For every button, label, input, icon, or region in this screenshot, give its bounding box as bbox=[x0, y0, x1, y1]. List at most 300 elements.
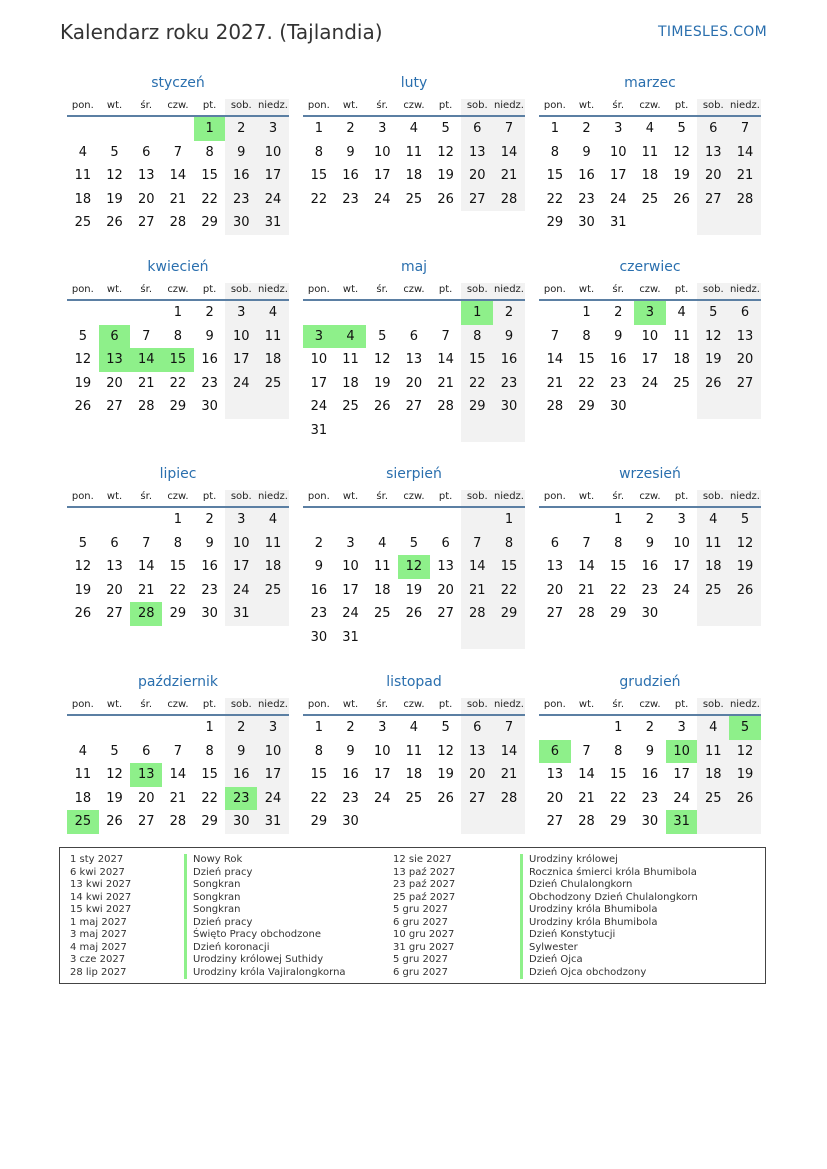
empty-day-cell bbox=[461, 419, 493, 443]
weekday-label: wt. bbox=[578, 699, 595, 710]
holiday-day-cell: 25 bbox=[67, 810, 99, 834]
weekday-header bbox=[539, 99, 761, 117]
day-cell: 25 bbox=[74, 215, 92, 230]
day-cell: 20 bbox=[437, 582, 454, 598]
holiday-day-cell: 13 bbox=[99, 348, 131, 372]
week-row bbox=[539, 555, 761, 579]
day-cell: 12 bbox=[437, 743, 454, 759]
day-cell: 29 bbox=[201, 814, 218, 829]
empty-day-cell bbox=[257, 602, 289, 626]
weekday-header bbox=[303, 99, 525, 117]
day-cell: 24 bbox=[373, 191, 391, 207]
weekday-label: pon. bbox=[307, 284, 330, 295]
brand-logo-text[interactable]: TIMESLES.COM bbox=[658, 24, 767, 40]
day-cell: 29 bbox=[578, 399, 595, 414]
week-row bbox=[539, 716, 761, 740]
day-cell: 4 bbox=[257, 508, 289, 532]
day-cell: 30 bbox=[201, 606, 218, 621]
month-block bbox=[539, 672, 761, 834]
month-block bbox=[539, 257, 761, 419]
legend-date: 13 kwi 2027 bbox=[70, 879, 132, 890]
day-cell: 8 bbox=[550, 144, 559, 160]
weekday-label: niedz. bbox=[257, 698, 289, 714]
day-cell: 24 bbox=[225, 579, 257, 603]
day-cell: 30 bbox=[493, 395, 525, 419]
weekday-header bbox=[539, 490, 761, 508]
day-cell: 19 bbox=[729, 555, 761, 579]
week-row bbox=[539, 301, 761, 325]
day-cell: 13 bbox=[461, 141, 493, 165]
day-cell: 11 bbox=[74, 168, 92, 183]
day-cell: 28 bbox=[461, 602, 493, 626]
week-row bbox=[303, 810, 525, 834]
day-cell: 23 bbox=[493, 372, 525, 396]
empty-day-cell bbox=[99, 117, 131, 141]
day-cell: 17 bbox=[257, 164, 289, 188]
week-row bbox=[303, 395, 525, 419]
weekday-label: śr. bbox=[612, 699, 625, 710]
day-cell: 2 bbox=[346, 720, 355, 735]
weekday-label: wt. bbox=[106, 491, 123, 502]
empty-day-cell bbox=[130, 508, 162, 532]
day-cell: 21 bbox=[137, 582, 155, 598]
legend-holiday-name: Urodziny króla Bhumibola bbox=[520, 904, 698, 917]
weekday-label: wt. bbox=[342, 699, 359, 710]
day-cell: 27 bbox=[106, 399, 123, 414]
day-cell: 15 bbox=[201, 168, 218, 183]
day-cell: 10 bbox=[641, 328, 659, 344]
legend-holiday-name: Urodziny królowej Suthidy bbox=[184, 954, 346, 967]
empty-day-cell bbox=[430, 419, 462, 443]
day-cell: 10 bbox=[257, 141, 289, 165]
day-cell: 19 bbox=[106, 191, 123, 207]
week-row bbox=[539, 532, 761, 556]
day-cell: 19 bbox=[373, 375, 391, 391]
month-name: wrzesień bbox=[619, 466, 681, 482]
day-cell: 18 bbox=[257, 555, 289, 579]
day-cell: 5 bbox=[110, 144, 119, 160]
empty-day-cell bbox=[666, 395, 698, 419]
weekday-label: śr. bbox=[376, 699, 389, 710]
weekday-label: wt. bbox=[342, 100, 359, 111]
week-row bbox=[303, 763, 525, 787]
day-cell: 3 bbox=[225, 508, 257, 532]
day-cell: 16 bbox=[342, 168, 359, 183]
day-cell: 28 bbox=[137, 399, 155, 414]
day-cell: 16 bbox=[641, 767, 659, 782]
holiday-day-cell: 3 bbox=[634, 301, 666, 325]
month-name: październik bbox=[138, 674, 218, 690]
day-cell: 12 bbox=[106, 767, 123, 782]
month-name: grudzień bbox=[619, 674, 681, 690]
day-cell: 7 bbox=[142, 328, 151, 344]
day-cell: 29 bbox=[493, 602, 525, 626]
week-row bbox=[67, 740, 289, 764]
weekday-label: wt. bbox=[578, 491, 595, 502]
day-cell: 26 bbox=[106, 814, 123, 829]
holiday-day-cell: 14 bbox=[130, 348, 162, 372]
weekday-header bbox=[303, 283, 525, 301]
day-cell: 25 bbox=[405, 191, 423, 207]
day-cell: 3 bbox=[614, 121, 623, 136]
empty-day-cell bbox=[430, 508, 462, 532]
weekday-label: pt. bbox=[674, 699, 689, 710]
holiday-day-cell: 10 bbox=[666, 740, 698, 764]
day-cell: 28 bbox=[493, 787, 525, 811]
day-cell: 13 bbox=[405, 352, 423, 367]
day-cell: 18 bbox=[697, 763, 729, 787]
day-cell: 4 bbox=[409, 121, 419, 136]
day-cell: 10 bbox=[225, 532, 257, 556]
weekday-label: pon. bbox=[543, 284, 566, 295]
weekday-label: niedz. bbox=[729, 698, 761, 714]
day-cell: 11 bbox=[673, 328, 690, 344]
day-cell: 13 bbox=[461, 740, 493, 764]
day-cell: 16 bbox=[578, 168, 595, 183]
weekday-label: pt. bbox=[202, 699, 217, 710]
day-cell: 4 bbox=[409, 720, 419, 735]
day-cell: 27 bbox=[137, 814, 155, 829]
weekday-label: wt. bbox=[578, 284, 595, 295]
weekday-header bbox=[67, 99, 289, 117]
month-block bbox=[303, 672, 525, 834]
day-cell: 15 bbox=[493, 555, 525, 579]
day-cell: 25 bbox=[641, 191, 659, 207]
weekday-label: czw. bbox=[167, 491, 189, 502]
empty-day-cell bbox=[634, 211, 666, 235]
weekday-label: niedz. bbox=[493, 698, 525, 714]
day-cell: 10 bbox=[257, 740, 289, 764]
weekday-header bbox=[303, 698, 525, 716]
legend-date: 10 gru 2027 bbox=[393, 929, 455, 940]
day-cell: 12 bbox=[373, 352, 391, 367]
week-row bbox=[67, 395, 289, 419]
day-cell: 12 bbox=[74, 352, 92, 367]
day-cell: 6 bbox=[550, 535, 559, 551]
weekday-label: pt. bbox=[438, 699, 453, 710]
day-cell: 10 bbox=[609, 144, 627, 160]
week-row bbox=[539, 763, 761, 787]
day-cell: 4 bbox=[697, 508, 729, 532]
empty-day-cell bbox=[335, 508, 367, 532]
day-cell: 1 bbox=[173, 512, 183, 527]
day-cell: 26 bbox=[437, 191, 454, 207]
holiday-day-cell: 31 bbox=[666, 810, 698, 834]
weekday-label: pon. bbox=[307, 100, 330, 111]
month-name: luty bbox=[400, 75, 428, 91]
day-cell: 3 bbox=[257, 716, 289, 740]
weekday-label: sob. bbox=[697, 99, 729, 115]
day-cell: 5 bbox=[697, 301, 729, 325]
day-cell: 18 bbox=[405, 767, 423, 782]
empty-day-cell bbox=[729, 602, 761, 626]
day-cell: 23 bbox=[641, 790, 659, 806]
day-cell: 2 bbox=[205, 512, 214, 527]
day-cell: 19 bbox=[74, 582, 92, 598]
day-cell: 22 bbox=[169, 375, 187, 391]
day-cell: 21 bbox=[546, 375, 564, 391]
day-cell: 14 bbox=[578, 559, 595, 574]
day-cell: 17 bbox=[673, 559, 690, 574]
empty-day-cell bbox=[366, 301, 398, 325]
day-cell: 27 bbox=[729, 372, 761, 396]
day-cell: 16 bbox=[641, 559, 659, 574]
day-cell: 31 bbox=[609, 215, 627, 230]
day-cell: 20 bbox=[405, 375, 423, 391]
day-cell: 21 bbox=[137, 375, 155, 391]
weekday-label: pt. bbox=[674, 491, 689, 502]
day-cell: 6 bbox=[697, 117, 729, 141]
day-cell: 14 bbox=[169, 767, 187, 782]
legend-date: 15 kwi 2027 bbox=[70, 904, 132, 915]
day-cell: 9 bbox=[645, 743, 655, 759]
weekday-header bbox=[67, 490, 289, 508]
empty-day-cell bbox=[257, 395, 289, 419]
day-cell: 21 bbox=[169, 790, 187, 806]
month-block bbox=[303, 73, 525, 211]
week-row bbox=[539, 348, 761, 372]
week-row bbox=[303, 301, 525, 325]
legend-dates-left bbox=[70, 854, 131, 979]
weekday-label: czw. bbox=[639, 100, 661, 111]
weekday-label: pon. bbox=[71, 491, 94, 502]
day-cell: 17 bbox=[609, 168, 627, 183]
day-cell: 1 bbox=[173, 305, 183, 320]
week-row bbox=[67, 763, 289, 787]
week-row bbox=[67, 787, 289, 811]
holiday-day-cell: 23 bbox=[225, 787, 257, 811]
month-block bbox=[539, 464, 761, 626]
month-name: marzec bbox=[624, 75, 676, 91]
day-cell: 18 bbox=[673, 352, 690, 367]
empty-day-cell bbox=[335, 419, 367, 443]
day-cell: 30 bbox=[342, 814, 359, 829]
day-cell: 12 bbox=[106, 168, 123, 183]
weekday-label: czw. bbox=[639, 284, 661, 295]
month-block bbox=[303, 257, 525, 442]
holiday-day-cell: 1 bbox=[194, 117, 226, 141]
empty-day-cell bbox=[99, 508, 131, 532]
day-cell: 23 bbox=[641, 582, 659, 598]
week-row bbox=[67, 716, 289, 740]
empty-day-cell bbox=[398, 301, 430, 325]
day-cell: 19 bbox=[106, 790, 123, 806]
weekday-label: sob. bbox=[461, 698, 493, 714]
day-cell: 9 bbox=[346, 144, 355, 160]
day-cell: 16 bbox=[225, 164, 257, 188]
weekday-label: wt. bbox=[106, 699, 123, 710]
legend-names-left bbox=[184, 854, 346, 979]
legend-date: 1 maj 2027 bbox=[70, 916, 127, 928]
day-cell: 29 bbox=[201, 215, 218, 230]
weekday-label: wt. bbox=[578, 100, 595, 111]
day-cell: 2 bbox=[645, 720, 655, 735]
holiday-day-cell: 6 bbox=[539, 740, 571, 764]
day-cell: 4 bbox=[645, 121, 655, 136]
empty-day-cell bbox=[697, 810, 729, 834]
empty-day-cell bbox=[99, 716, 131, 740]
day-cell: 2 bbox=[314, 535, 323, 551]
day-cell: 22 bbox=[546, 191, 564, 207]
day-cell: 6 bbox=[142, 743, 151, 759]
day-cell: 2 bbox=[614, 305, 623, 320]
month-block bbox=[539, 73, 761, 235]
day-cell: 21 bbox=[729, 164, 761, 188]
weekday-label: czw. bbox=[167, 100, 189, 111]
week-row bbox=[539, 188, 761, 212]
empty-day-cell bbox=[398, 626, 430, 650]
legend-date: 1 sty 2027 bbox=[70, 854, 124, 865]
day-cell: 15 bbox=[201, 767, 218, 782]
legend-date: 3 cze 2027 bbox=[70, 954, 126, 965]
legend-holiday-name: Dzień Ojca obchodzony bbox=[520, 967, 698, 980]
legend-holiday-name: Dzień Konstytucji bbox=[520, 929, 698, 942]
empty-day-cell bbox=[666, 602, 698, 626]
day-cell: 15 bbox=[609, 559, 627, 574]
day-cell: 11 bbox=[74, 767, 92, 782]
week-row bbox=[67, 508, 289, 532]
empty-day-cell bbox=[398, 508, 430, 532]
day-cell: 8 bbox=[314, 743, 323, 759]
legend-holiday-name: Urodziny królowej bbox=[520, 854, 698, 867]
day-cell: 8 bbox=[205, 144, 214, 160]
day-cell: 14 bbox=[437, 352, 454, 367]
week-row bbox=[539, 141, 761, 165]
day-cell: 5 bbox=[441, 720, 450, 735]
week-row bbox=[539, 211, 761, 235]
weekday-label: pt. bbox=[674, 284, 689, 295]
day-cell: 17 bbox=[225, 348, 257, 372]
day-cell: 1 bbox=[493, 508, 525, 532]
day-cell: 9 bbox=[205, 328, 214, 344]
day-cell: 31 bbox=[225, 602, 257, 626]
empty-day-cell bbox=[162, 117, 194, 141]
legend-dates-right bbox=[393, 854, 455, 979]
weekday-label: niedz. bbox=[257, 99, 289, 115]
weekday-label: pon. bbox=[543, 100, 566, 111]
day-cell: 4 bbox=[378, 535, 387, 551]
weekday-label: sob. bbox=[461, 490, 493, 506]
weekday-label: czw. bbox=[403, 100, 425, 111]
week-row bbox=[67, 555, 289, 579]
day-cell: 7 bbox=[493, 117, 525, 141]
day-cell: 24 bbox=[641, 375, 659, 391]
day-cell: 18 bbox=[641, 168, 659, 183]
empty-day-cell bbox=[366, 626, 398, 650]
week-row bbox=[539, 508, 761, 532]
day-cell: 16 bbox=[342, 767, 359, 782]
day-cell: 1 bbox=[582, 305, 591, 320]
day-cell: 21 bbox=[578, 582, 595, 598]
empty-day-cell bbox=[729, 211, 761, 235]
day-cell: 26 bbox=[74, 399, 92, 414]
day-cell: 20 bbox=[106, 582, 123, 598]
empty-day-cell bbox=[130, 301, 162, 325]
day-cell: 3 bbox=[346, 535, 355, 551]
week-row bbox=[303, 626, 525, 650]
empty-day-cell bbox=[335, 301, 367, 325]
week-row bbox=[67, 325, 289, 349]
day-cell: 9 bbox=[225, 740, 257, 764]
day-cell: 18 bbox=[74, 191, 92, 207]
weekday-label: pt. bbox=[438, 491, 453, 502]
empty-day-cell bbox=[461, 626, 493, 650]
day-cell: 16 bbox=[201, 352, 218, 367]
empty-day-cell bbox=[67, 117, 99, 141]
day-cell: 8 bbox=[205, 743, 214, 759]
week-row bbox=[303, 579, 525, 603]
day-cell: 17 bbox=[225, 555, 257, 579]
day-cell: 3 bbox=[257, 117, 289, 141]
day-cell: 20 bbox=[106, 375, 123, 391]
week-row bbox=[303, 325, 525, 349]
legend-holiday-name: Sylwester bbox=[520, 942, 698, 955]
empty-day-cell bbox=[697, 211, 729, 235]
day-cell: 9 bbox=[205, 535, 214, 551]
day-cell: 4 bbox=[78, 144, 87, 160]
day-cell: 26 bbox=[729, 579, 761, 603]
day-cell: 7 bbox=[142, 535, 151, 551]
day-cell: 9 bbox=[346, 743, 355, 759]
day-cell: 27 bbox=[137, 215, 155, 230]
day-cell: 15 bbox=[609, 767, 627, 782]
month-name: kwiecień bbox=[147, 259, 209, 275]
week-row bbox=[67, 164, 289, 188]
day-cell: 6 bbox=[729, 301, 761, 325]
weekday-header bbox=[67, 698, 289, 716]
day-cell: 22 bbox=[461, 372, 493, 396]
day-cell: 13 bbox=[106, 559, 123, 574]
day-cell: 11 bbox=[697, 532, 729, 556]
empty-day-cell bbox=[493, 419, 525, 443]
holiday-day-cell: 1 bbox=[461, 301, 493, 325]
empty-day-cell bbox=[697, 602, 729, 626]
day-cell: 29 bbox=[169, 606, 187, 621]
day-cell: 13 bbox=[546, 559, 564, 574]
day-cell: 20 bbox=[546, 582, 564, 598]
day-cell: 2 bbox=[205, 305, 214, 320]
month-name: styczeń bbox=[151, 75, 205, 91]
weekday-label: pt. bbox=[438, 284, 453, 295]
empty-day-cell bbox=[539, 508, 571, 532]
day-cell: 15 bbox=[578, 352, 595, 367]
day-cell: 20 bbox=[137, 790, 155, 806]
month-name: listopad bbox=[386, 674, 442, 690]
day-cell: 23 bbox=[225, 188, 257, 212]
day-cell: 31 bbox=[342, 629, 359, 645]
day-cell: 15 bbox=[310, 767, 328, 782]
weekday-label: wt. bbox=[106, 100, 123, 111]
day-cell: 8 bbox=[493, 532, 525, 556]
month-block bbox=[67, 464, 289, 626]
day-cell: 12 bbox=[697, 325, 729, 349]
holiday-day-cell: 3 bbox=[303, 325, 335, 349]
empty-day-cell bbox=[366, 810, 398, 834]
week-row bbox=[303, 555, 525, 579]
week-row bbox=[539, 810, 761, 834]
legend-date: 31 gru 2027 bbox=[393, 941, 455, 953]
day-cell: 13 bbox=[437, 559, 454, 574]
day-cell: 22 bbox=[578, 375, 595, 391]
day-cell: 8 bbox=[614, 743, 623, 759]
day-cell: 21 bbox=[493, 763, 525, 787]
week-row bbox=[67, 532, 289, 556]
day-cell: 15 bbox=[169, 559, 187, 574]
day-cell: 28 bbox=[493, 188, 525, 212]
empty-day-cell bbox=[430, 301, 462, 325]
day-cell: 3 bbox=[677, 720, 686, 735]
weekday-label: czw. bbox=[167, 699, 189, 710]
